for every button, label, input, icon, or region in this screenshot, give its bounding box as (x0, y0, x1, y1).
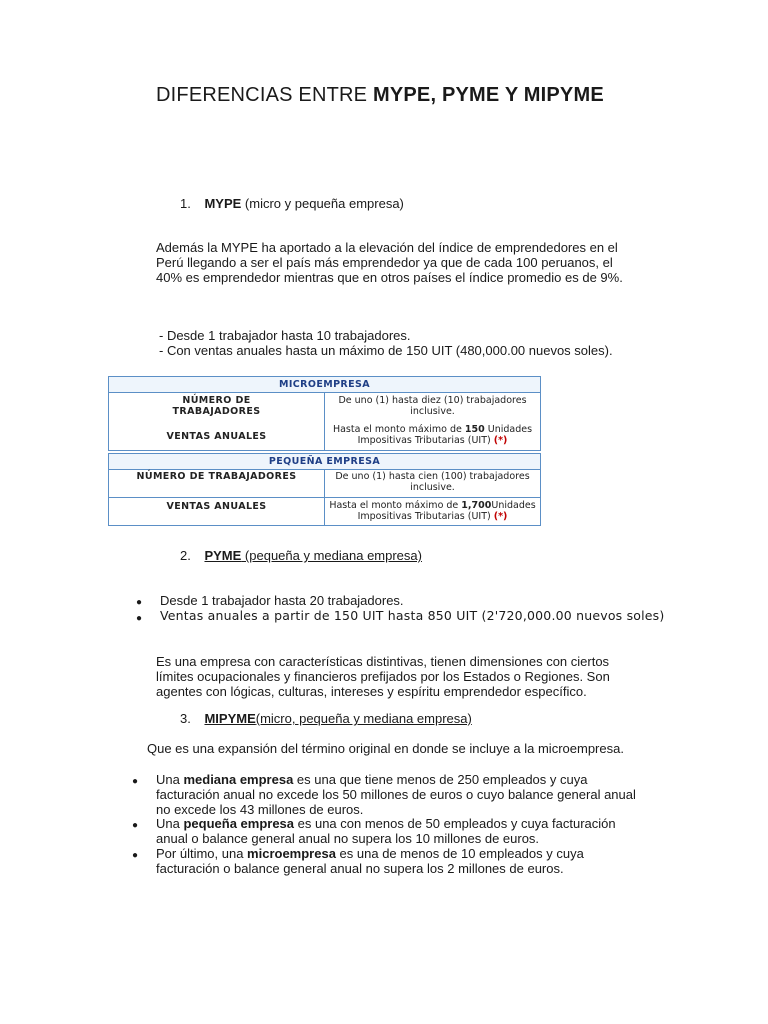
sales-pre: Hasta el monto máximo de (332, 424, 465, 435)
list-item (136, 609, 142, 626)
paragraph-line: límites ocupacionales y financieros prefijados por los Estados o Regiones. Son (156, 669, 610, 684)
section-1-paragraph (156, 240, 623, 285)
section-2-number: 2. (180, 548, 191, 563)
text: es una con menos de 50 empleados y cuya facturación (294, 816, 616, 831)
section-2-desc: (pequeña y mediana empresa) (241, 548, 422, 563)
text: anual o balance general anual no supera los 10 millones de euros. (156, 831, 540, 846)
section-2-paragraph (156, 654, 610, 699)
bullet-icon: ● (136, 613, 143, 624)
text: facturación anual no excede los 50 millones de euros o cuyo balance general anual (156, 787, 636, 802)
sales-amount: 150 (464, 424, 485, 435)
title-bold: MYPE, PYME Y MIPYME (372, 84, 604, 106)
section-2-bullet-2: Ventas anuales a partir de 150 UIT hasta 850 UIT (2'720,000.00 nuevos soles) (160, 608, 665, 623)
bullet-icon: ● (132, 850, 139, 861)
paragraph-line: agentes con lógicas, culturas, intereses y espíritu emprendedor específico. (156, 684, 587, 699)
micro-sales-value (329, 424, 536, 446)
text: Una (156, 816, 184, 831)
bullet-icon: ● (132, 776, 139, 787)
text: no excede los 43 millones de euros. (156, 802, 364, 817)
micro-workers-label: NÚMERO DE TRABAJADORES (172, 395, 261, 417)
section-3-intro: Que es una expansión del término original en donde se incluye a la microempresa. (147, 741, 624, 756)
section-3-bullet-1 (156, 772, 636, 817)
section-3-bullet-2 (156, 816, 616, 846)
small-sales-value (325, 498, 540, 525)
section-2-heading (180, 548, 422, 563)
criteria-line: - Con ventas anuales hasta un máximo de 150 UIT (480,000.00 nuevos soles). (159, 343, 613, 358)
bullet-icon: ● (132, 820, 139, 831)
section-1-name: MYPE (204, 196, 242, 211)
table-value-cell (325, 393, 540, 450)
section-1-number: 1. (180, 196, 191, 211)
sales-pre: Hasta el monto máximo de (329, 500, 462, 511)
section-2-bullet-1: Desde 1 trabajador hasta 20 trabajadores. (160, 593, 404, 608)
table-row (108, 498, 541, 526)
section-1-desc: (micro y pequeña empresa) (241, 196, 404, 211)
list-item (136, 593, 142, 610)
section-2-name: PYME (204, 548, 242, 563)
table-row (108, 470, 541, 498)
text: es una que tiene menos de 250 empleados y cuya (293, 772, 588, 787)
list-item (132, 772, 138, 789)
table-header-small: PEQUEÑA EMPRESA (108, 453, 541, 470)
paragraph-line: 40% es emprendedor mientras que en otros países el índice promedio es de 9%. (156, 270, 623, 285)
micro-sales-label: VENTAS ANUALES (166, 431, 267, 442)
text-bold: mediana empresa (183, 772, 294, 787)
section-3-number: 3. (180, 711, 191, 726)
paragraph-line: Además la MYPE ha aportado a la elevación del índice de emprendedores en el (156, 240, 618, 255)
bullet-icon: ● (136, 597, 143, 608)
text: facturación o balance general anual no supera los 2 millones de euros. (156, 861, 564, 876)
asterisk-mark: (*) (493, 435, 508, 446)
small-sales-label: VENTAS ANUALES (109, 498, 325, 525)
section-3-name: MIPYME (204, 711, 256, 726)
table-label-cell (109, 393, 325, 450)
table-header-micro: MICROEMPRESA (108, 376, 541, 393)
criteria-line: - Desde 1 trabajador hasta 10 trabajadores. (159, 328, 411, 343)
section-1-heading (180, 196, 404, 211)
micro-workers-value: De uno (1) hasta diez (10) trabajadores inclusive. (338, 395, 527, 417)
sales-post: Unidades Impositivas Tributarias (UIT) (357, 424, 533, 446)
asterisk-mark: (*) (493, 511, 508, 522)
text: Por último, una (156, 846, 248, 861)
small-workers-value: De uno (1) hasta cien (100) trabajadores inclusive. (335, 471, 530, 493)
section-1-lines (159, 328, 613, 358)
sales-post: Unidades Impositivas Tributarias (UIT) (357, 500, 536, 522)
paragraph-line: Es una empresa con características distintivas, tienen dimensiones con ciertos (156, 654, 610, 669)
sales-amount: 1,700 (461, 500, 492, 511)
table-row (108, 393, 541, 451)
list-item (132, 816, 138, 833)
text: es una de menos de 10 empleados y cuya (335, 846, 584, 861)
list-item (132, 846, 138, 863)
title-normal: DIFERENCIAS ENTRE (156, 84, 373, 106)
paragraph-line: Perú llegando a ser el país más emprendedor ya que de cada 100 peruanos, el (156, 255, 613, 270)
text-bold: microempresa (247, 846, 336, 861)
page-title (156, 84, 604, 107)
text-bold: pequeña empresa (183, 816, 295, 831)
small-workers-label: NÚMERO DE TRABAJADORES (109, 470, 325, 497)
section-3-heading (180, 711, 472, 726)
mype-table (108, 376, 541, 526)
section-3-desc: (micro, pequeña y mediana empresa) (255, 711, 472, 726)
section-3-bullet-3 (156, 846, 584, 876)
text: Una (156, 772, 184, 787)
